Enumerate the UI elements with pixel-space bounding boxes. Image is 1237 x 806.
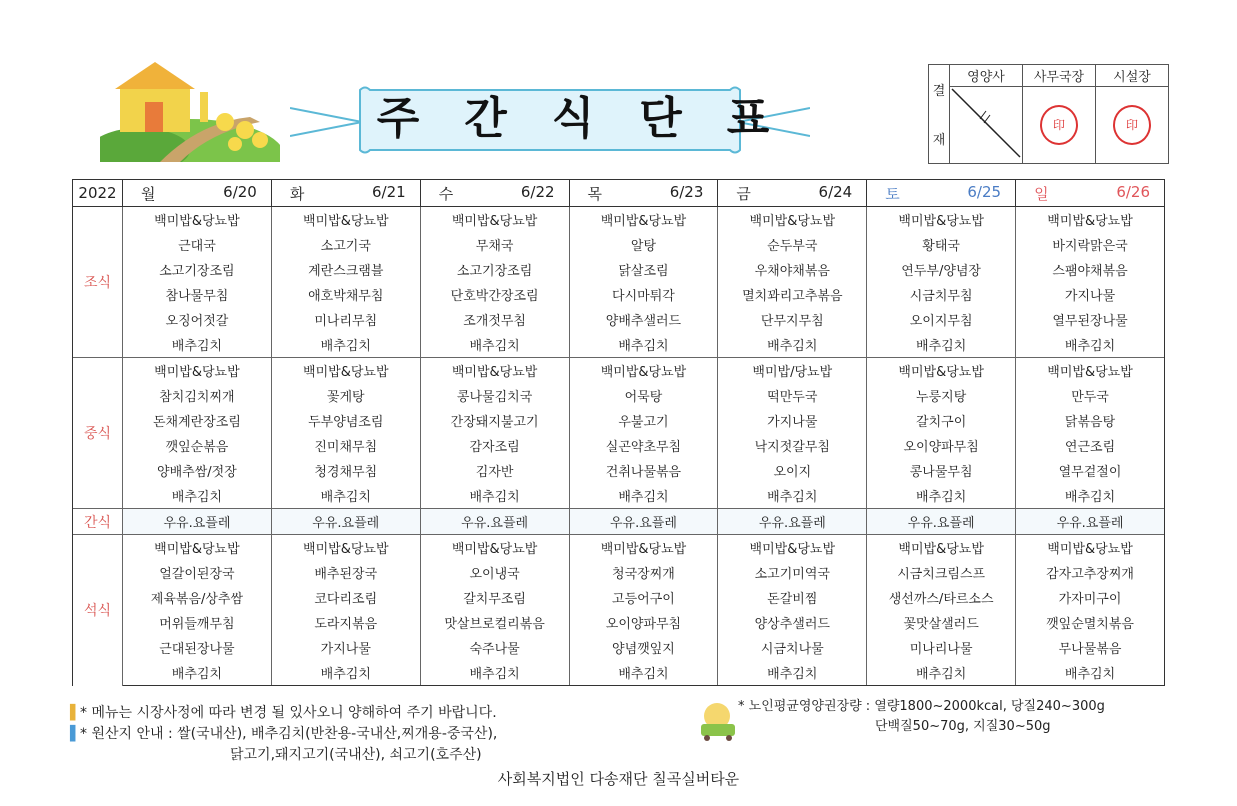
- menu-item: 우유.요플레: [123, 509, 272, 535]
- title-char: 식: [551, 93, 595, 144]
- menu-item: 배추김치: [123, 332, 272, 358]
- menu-item: 백미밥&당뇨밥: [569, 535, 718, 561]
- menu-item: 간장돼지불고기: [420, 408, 569, 433]
- menu-item: 근대된장나물: [123, 635, 272, 660]
- menu-item: 황태국: [867, 232, 1016, 257]
- approval-side-bottom: 재: [932, 133, 946, 148]
- note-line: [70, 703, 497, 724]
- menu-item: 돈채계란장조림: [123, 408, 272, 433]
- approval-role: 시설장: [1096, 65, 1169, 87]
- menu-item: 건취나물볶음: [569, 458, 718, 483]
- menu-item: 배추김치: [569, 483, 718, 509]
- menu-row: [73, 383, 1165, 408]
- menu-row: [73, 433, 1165, 458]
- menu-item: 오이냉국: [420, 560, 569, 585]
- menu-item: 우유.요플레: [867, 509, 1016, 535]
- menu-item: 미나리나물: [867, 635, 1016, 660]
- menu-item: 백미밥&당뇨밥: [718, 535, 867, 561]
- menu-item: 백미밥&당뇨밥: [420, 358, 569, 384]
- menu-item: 소고기장조림: [420, 257, 569, 282]
- day-date: 6/24: [818, 182, 853, 201]
- day-name: 수: [438, 184, 454, 203]
- menu-row: [73, 207, 1165, 233]
- menu-item: 우유.요플레: [1016, 509, 1165, 535]
- approval-side-top: 결: [932, 84, 946, 99]
- menu-item: 닭살조림: [569, 257, 718, 282]
- menu-item: 열무겉절이: [1016, 458, 1165, 483]
- menu-item: 순두부국: [718, 232, 867, 257]
- menu-item: 오이지무침: [867, 307, 1016, 332]
- menu-item: 우유.요플레: [271, 509, 420, 535]
- menu-item: 감자조림: [420, 433, 569, 458]
- menu-row: [73, 535, 1165, 561]
- bullet-icon: ▌: [70, 726, 81, 742]
- day-date: 6/23: [669, 182, 704, 201]
- menu-item: 가자미구이: [1016, 585, 1165, 610]
- meal-category: 중식: [73, 358, 123, 509]
- menu-item: 멸치꽈리고추볶음: [718, 282, 867, 307]
- day-date: 6/25: [967, 182, 1002, 201]
- menu-item: 콩나물김치국: [420, 383, 569, 408]
- menu-item: 우유.요플레: [569, 509, 718, 535]
- day-name: 월: [141, 184, 156, 203]
- signature-cell-nutritionist: [950, 87, 1023, 164]
- menu-item: 맛살브로컬리볶음: [420, 610, 569, 635]
- day-header: [1016, 180, 1165, 207]
- menu-item: 시금치무침: [867, 282, 1016, 307]
- menu-item: 오이양파무침: [569, 610, 718, 635]
- menu-item: 백미밥&당뇨밥: [420, 207, 569, 233]
- menu-item: 양상추샐러드: [718, 610, 867, 635]
- menu-item: 배추김치: [271, 483, 420, 509]
- menu-item: 다시마튀각: [569, 282, 718, 307]
- menu-item: 양배추샐러드: [569, 307, 718, 332]
- menu-item: 백미밥&당뇨밥: [123, 535, 272, 561]
- menu-item: 어묵탕: [569, 383, 718, 408]
- menu-item: 근대국: [123, 232, 272, 257]
- menu-item: 갈치무조림: [420, 585, 569, 610]
- menu-item: 가지나물: [718, 408, 867, 433]
- menu-item: 고등어구이: [569, 585, 718, 610]
- menu-item: 백미밥&당뇨밥: [1016, 535, 1165, 561]
- approval-side: [929, 65, 950, 164]
- title-char: 단: [639, 93, 682, 144]
- menu-item: 소고기장조림: [123, 257, 272, 282]
- approval-role: 영양사: [950, 65, 1023, 87]
- menu-item: 무나물볶음: [1016, 635, 1165, 660]
- organization-name: 사회복지법인 다송재단 칠곡실버타운: [497, 770, 740, 788]
- menu-row: [73, 358, 1165, 384]
- menu-item: 떡만두국: [718, 383, 867, 408]
- menu-item: 누룽지탕: [867, 383, 1016, 408]
- menu-item: 애호박채무침: [271, 282, 420, 307]
- day-name: 일: [1034, 184, 1049, 203]
- menu-item: 백미밥&당뇨밥: [569, 207, 718, 233]
- menu-item: 배추김치: [420, 483, 569, 509]
- note-line: [70, 724, 497, 745]
- day-header: [420, 180, 569, 207]
- meal-category: 석식: [73, 535, 123, 686]
- menu-item: 꽃맛살샐러드: [867, 610, 1016, 635]
- day-name: 목: [587, 184, 603, 203]
- meal-category: 간식: [73, 509, 123, 535]
- menu-item: 열무된장나물: [1016, 307, 1165, 332]
- menu-item: 코다리조림: [271, 585, 420, 610]
- menu-item: 만두국: [1016, 383, 1165, 408]
- menu-row: [73, 257, 1165, 282]
- menu-item: 꽃게탕: [271, 383, 420, 408]
- strike-line-icon: [950, 87, 1022, 159]
- menu-item: 백미밥&당뇨밥: [123, 358, 272, 384]
- menu-item: 배추김치: [718, 483, 867, 509]
- menu-item: 백미밥&당뇨밥: [123, 207, 272, 233]
- seal-stamp-icon: 印: [1113, 105, 1151, 145]
- menu-item: 백미밥&당뇨밥: [867, 535, 1016, 561]
- menu-item: 배추김치: [867, 332, 1016, 358]
- menu-item: 청국장찌개: [569, 560, 718, 585]
- day-date: 6/21: [372, 182, 406, 201]
- menu-row: [73, 282, 1165, 307]
- menu-row: [73, 408, 1165, 433]
- menu-item: 감자고추장찌개: [1016, 560, 1165, 585]
- menu-item: 오이양파무침: [867, 433, 1016, 458]
- menu-item: 배추김치: [420, 660, 569, 686]
- cart-illustration-icon: [695, 700, 740, 742]
- menu-item: 진미채무침: [271, 433, 420, 458]
- note-text: * 메뉴는 시장사정에 따라 변경 될 있사오니 양해하여 주기 바랍니다.: [80, 705, 497, 721]
- menu-item: 참치김치찌개: [123, 383, 272, 408]
- menu-item: 배추김치: [569, 332, 718, 358]
- menu-item: 갈치구이: [867, 408, 1016, 433]
- menu-item: 백미밥&당뇨밥: [1016, 207, 1165, 233]
- menu-item: 백미밥&당뇨밥: [420, 535, 569, 561]
- menu-item: 배추김치: [123, 483, 272, 509]
- weekly-menu-table: [72, 179, 1165, 686]
- menu-item: 배추김치: [718, 660, 867, 686]
- menu-item: 백미밥&당뇨밥: [271, 535, 420, 561]
- menu-item: 배추김치: [271, 332, 420, 358]
- house-illustration: [100, 62, 280, 162]
- menu-item: 바지락맑은국: [1016, 232, 1165, 257]
- menu-item: 배추김치: [867, 483, 1016, 509]
- menu-row: [73, 307, 1165, 332]
- menu-row: [73, 585, 1165, 610]
- menu-item: 생선까스/타르소스: [867, 585, 1016, 610]
- menu-item: 제육볶음/상추쌈: [123, 585, 272, 610]
- nutrition-guide: [738, 697, 1105, 737]
- menu-item: 콩나물무침: [867, 458, 1016, 483]
- day-name: 토: [885, 184, 900, 203]
- menu-item: 백미밥/당뇨밥: [718, 358, 867, 384]
- menu-row: [73, 483, 1165, 509]
- menu-item: 낙지젓갈무침: [718, 433, 867, 458]
- menu-item: 백미밥&당뇨밥: [271, 358, 420, 384]
- notes: [70, 703, 497, 766]
- menu-item: 백미밥&당뇨밥: [271, 207, 420, 233]
- meal-category: 조식: [73, 207, 123, 358]
- menu-item: 머위들깨무침: [123, 610, 272, 635]
- menu-item: 깻잎순멸치볶음: [1016, 610, 1165, 635]
- day-header: [718, 180, 867, 207]
- menu-item: 배추김치: [867, 660, 1016, 686]
- seal-stamp-icon: 印: [1040, 105, 1078, 145]
- menu-item: 배추김치: [1016, 332, 1165, 358]
- day-date: 6/26: [1116, 182, 1150, 201]
- menu-item: 소고기미역국: [718, 560, 867, 585]
- day-header: [867, 180, 1016, 207]
- nutrition-line: * 노인평균영양권장량 : 열량1800~2000kcal, 당질240~300g: [738, 699, 1105, 714]
- menu-item: 배추김치: [1016, 483, 1165, 509]
- menu-item: 시금치크림스프: [867, 560, 1016, 585]
- menu-item: 닭볶음탕: [1016, 408, 1165, 433]
- day-header: [271, 180, 420, 207]
- menu-item: 백미밥&당뇨밥: [867, 358, 1016, 384]
- menu-item: 돈갈비찜: [718, 585, 867, 610]
- menu-item: 우유.요플레: [718, 509, 867, 535]
- menu-item: 청경채무침: [271, 458, 420, 483]
- day-date: 6/22: [520, 182, 555, 201]
- menu-item: 참나물무침: [123, 282, 272, 307]
- menu-row: [73, 332, 1165, 358]
- menu-row: [73, 660, 1165, 686]
- menu-row: [73, 610, 1165, 635]
- menu-item: 스팸야채볶음: [1016, 257, 1165, 282]
- menu-item: 가지나물: [1016, 282, 1165, 307]
- menu-item: 양배추쌈/젓장: [123, 458, 272, 483]
- menu-item: 연근조림: [1016, 433, 1165, 458]
- day-date: 6/20: [223, 182, 257, 201]
- menu-item: 백미밥&당뇨밥: [867, 207, 1016, 233]
- day-header: [123, 180, 272, 207]
- signature-cell-director: [1096, 87, 1169, 164]
- menu-item: 백미밥&당뇨밥: [1016, 358, 1165, 384]
- menu-item: 미나리무침: [271, 307, 420, 332]
- day-header: [569, 180, 718, 207]
- menu-item: 배추김치: [569, 660, 718, 686]
- day-name: 금: [736, 184, 751, 203]
- menu-item: 우유.요플레: [420, 509, 569, 535]
- menu-item: 배추된장국: [271, 560, 420, 585]
- menu-item: 우채야채볶음: [718, 257, 867, 282]
- menu-item: 오징어젓갈: [123, 307, 272, 332]
- menu-item: 조개젓무침: [420, 307, 569, 332]
- menu-item: 알탕: [569, 232, 718, 257]
- title-char: 주: [376, 93, 420, 144]
- menu-item: 시금치나물: [718, 635, 867, 660]
- nutrition-line: 단백질50~70g, 지질30~50g: [875, 719, 1051, 734]
- page-title: [368, 84, 778, 144]
- menu-item: 실곤약초무침: [569, 433, 718, 458]
- menu-item: 소고기국: [271, 232, 420, 257]
- note-text: * 원산지 안내 : 쌀(국내산), 배추김치(반찬용-국내산,찌개용-중국산),: [80, 726, 498, 742]
- signature-cell-manager: [1023, 87, 1096, 164]
- title-char: 간: [464, 93, 507, 144]
- menu-item: 오이지: [718, 458, 867, 483]
- menu-item: 배추김치: [718, 332, 867, 358]
- year-cell: 2022: [73, 180, 123, 207]
- menu-item: 가지나물: [271, 635, 420, 660]
- menu-item: 얼갈이된장국: [123, 560, 272, 585]
- menu-item: 양념깻잎지: [569, 635, 718, 660]
- day-name: 화: [289, 184, 305, 203]
- menu-row: [73, 458, 1165, 483]
- menu-row: [73, 509, 1165, 535]
- menu-item: 두부양념조림: [271, 408, 420, 433]
- menu-item: 배추김치: [271, 660, 420, 686]
- approval-box: [928, 64, 1169, 164]
- approval-role: 사무국장: [1023, 65, 1096, 87]
- menu-item: 연두부/양념장: [867, 257, 1016, 282]
- menu-item: 배추김치: [1016, 660, 1165, 686]
- menu-item: 배추김치: [420, 332, 569, 358]
- header-row: [73, 180, 1165, 207]
- menu-item: 깻잎순볶음: [123, 433, 272, 458]
- menu-item: 백미밥&당뇨밥: [569, 358, 718, 384]
- title-char: 표: [726, 93, 770, 144]
- menu-item: 무채국: [420, 232, 569, 257]
- menu-item: 단무지무침: [718, 307, 867, 332]
- menu-body: [73, 207, 1165, 686]
- menu-row: [73, 560, 1165, 585]
- menu-item: 계란스크램블: [271, 257, 420, 282]
- menu-row: [73, 232, 1165, 257]
- menu-row: [73, 635, 1165, 660]
- menu-item: 우불고기: [569, 408, 718, 433]
- menu-item: 백미밥&당뇨밥: [718, 207, 867, 233]
- menu-item: 숙주나물: [420, 635, 569, 660]
- menu-item: 도라지볶음: [271, 610, 420, 635]
- bullet-icon: ▌: [70, 705, 81, 721]
- menu-item: 김자반: [420, 458, 569, 483]
- menu-item: 배추김치: [123, 660, 272, 686]
- note-line: 닭고기,돼지고기(국내산), 쇠고기(호주산): [230, 747, 482, 763]
- menu-item: 단호박간장조림: [420, 282, 569, 307]
